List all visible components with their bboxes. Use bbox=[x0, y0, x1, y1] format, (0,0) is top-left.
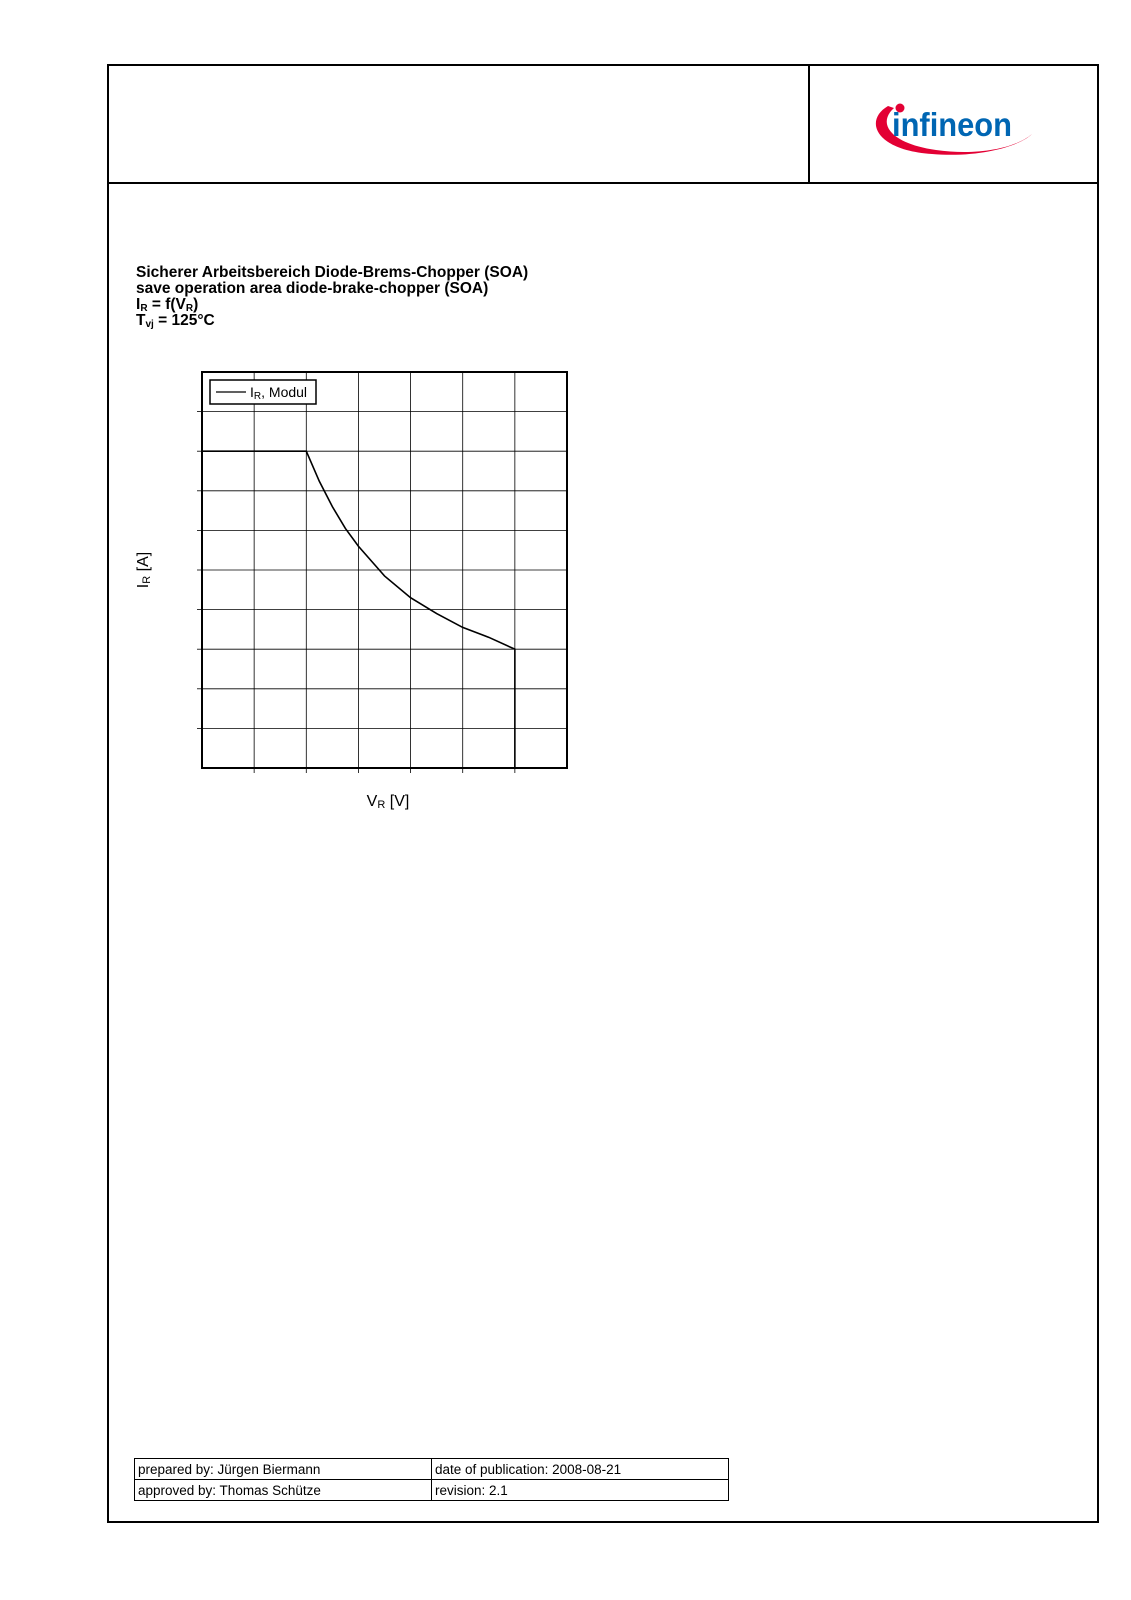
legend-label: IR, Modul bbox=[250, 384, 308, 402]
title-line-german: Sicherer Arbeitsbereich Diode-Brems-Chopper (SOA) bbox=[136, 264, 529, 281]
title-formula: $I_R = f(V_R)$ bbox=[136, 296, 199, 314]
x-axis-label: VR [V] bbox=[366, 793, 410, 811]
footer-row-1 bbox=[135, 1459, 729, 1480]
chart-grid bbox=[202, 372, 567, 768]
y-axis-label: IR [A] bbox=[135, 551, 153, 589]
footer-row-2 bbox=[135, 1480, 729, 1501]
header-bottom-line bbox=[107, 182, 1099, 184]
footer-table bbox=[134, 1458, 729, 1501]
logo-wordmark: infineon bbox=[892, 106, 1012, 143]
publication-date: date of publication: 2008-08-21 bbox=[432, 1459, 729, 1480]
legend bbox=[210, 380, 316, 404]
header-divider bbox=[808, 64, 810, 183]
revision: revision: 2.1 bbox=[432, 1480, 729, 1501]
infineon-logo bbox=[870, 98, 1040, 162]
title-block bbox=[136, 265, 528, 329]
soa-chart bbox=[130, 370, 580, 830]
title-temperature: $T_{vj} = 125^\circ C$ bbox=[136, 312, 215, 330]
prepared-by: prepared by: Jürgen Biermann bbox=[135, 1459, 432, 1480]
chart-ticks bbox=[197, 412, 515, 773]
approved-by: approved by: Thomas Schütze bbox=[135, 1480, 432, 1501]
title-line-english: save operation area diode-brake-chopper (SOA) bbox=[136, 280, 489, 297]
